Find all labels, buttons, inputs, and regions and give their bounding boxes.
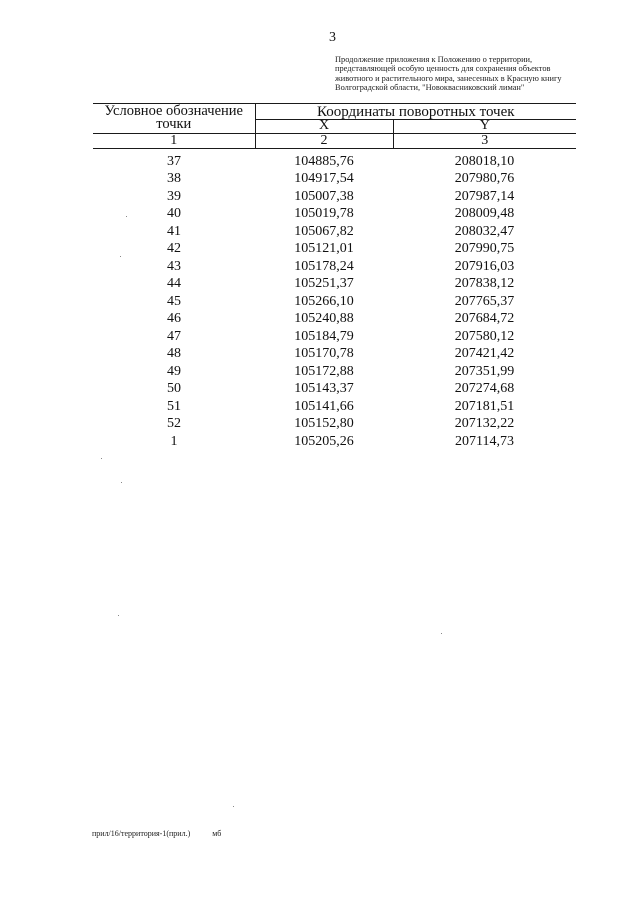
y-coordinate-cell: 207181,51 xyxy=(454,398,515,414)
point-cell: 52 xyxy=(167,416,181,431)
point-label-header-line1: Условное обозначение xyxy=(104,103,243,119)
y-coordinate-cell: 207987,14 xyxy=(454,188,515,204)
y-coordinate-cell: 207684,72 xyxy=(454,311,515,326)
x-coordinate-cell: 105184,79 xyxy=(294,328,354,344)
y-coordinate-cell: 208009,48 xyxy=(454,206,515,221)
table-row xyxy=(93,433,576,451)
x-coordinate-cell: 105152,80 xyxy=(294,416,354,431)
y-column-header: Y xyxy=(393,120,576,134)
y-coordinate-cell: 208018,10 xyxy=(454,153,515,169)
y-coordinate-cell: 208032,47 xyxy=(454,223,515,239)
y-coordinate-cell: 207580,12 xyxy=(454,328,515,344)
x-coordinate-cell: 105007,38 xyxy=(294,188,354,204)
x-column-header: X xyxy=(255,120,393,134)
coordinates-table-header xyxy=(93,104,576,149)
point-cell: 48 xyxy=(167,346,181,361)
footer xyxy=(92,829,221,838)
point-cell: 1 xyxy=(170,433,178,449)
header-note-line: Продолжение приложения к Положению о территории, xyxy=(335,55,533,64)
scan-speck xyxy=(101,458,102,459)
x-coordinate-cell: 105067,82 xyxy=(294,223,354,239)
table-row xyxy=(93,170,576,188)
footer-file-reference: прил/16/территория-1(прил.) xyxy=(92,829,191,838)
point-cell: 40 xyxy=(167,206,181,221)
x-coordinate-cell: 105019,78 xyxy=(294,206,354,221)
table-row xyxy=(93,398,576,416)
y-coordinate-cell: 207351,99 xyxy=(454,363,515,379)
table-row xyxy=(93,188,576,206)
header-note-line: представляющей особую ценность для сохранения объектов xyxy=(335,64,551,74)
point-cell: 49 xyxy=(167,363,181,379)
scan-speck xyxy=(121,482,122,483)
table-row xyxy=(93,223,576,241)
coordinates-table-body xyxy=(93,148,576,450)
y-coordinate-cell: 207132,22 xyxy=(454,416,515,431)
header-note xyxy=(335,55,579,93)
scan-speck xyxy=(233,806,234,807)
x-coordinate-cell: 105251,37 xyxy=(294,276,354,291)
y-coordinate-cell: 207421,42 xyxy=(454,346,515,361)
x-coordinate-cell: 104917,54 xyxy=(294,171,354,186)
point-cell: 47 xyxy=(167,328,181,344)
x-coordinate-cell: 105121,01 xyxy=(294,241,354,256)
point-label-header-line2: точки xyxy=(156,116,192,132)
point-cell: 38 xyxy=(167,171,181,186)
scan-speck xyxy=(118,615,119,616)
y-coordinate-cell: 207274,68 xyxy=(454,381,515,396)
y-coordinate-cell: 207114,73 xyxy=(455,433,514,449)
point-cell: 45 xyxy=(167,293,181,309)
footer-code: мб xyxy=(212,829,222,838)
x-coordinate-cell: 105143,37 xyxy=(294,381,354,396)
header-note-line: животного и растительного мира, занесенных в Красную книгу xyxy=(335,73,562,83)
table-row xyxy=(93,345,576,363)
point-cell: 42 xyxy=(167,241,181,256)
x-coordinate-cell: 105141,66 xyxy=(294,398,354,414)
scan-speck xyxy=(126,216,127,217)
column-number-2: 2 xyxy=(255,133,393,148)
scan-speck xyxy=(120,256,121,257)
coordinates-group-header: Координаты поворотных точек xyxy=(255,104,576,120)
table-row xyxy=(93,275,576,293)
x-coordinate-cell: 104885,76 xyxy=(294,153,354,169)
table-row xyxy=(93,205,576,223)
x-coordinate-cell: 105240,88 xyxy=(294,311,354,326)
y-coordinate-cell: 207838,12 xyxy=(454,276,515,291)
point-label-header xyxy=(93,104,255,134)
column-number-1: 1 xyxy=(93,133,255,148)
point-cell: 41 xyxy=(167,223,181,239)
y-coordinate-cell: 207765,37 xyxy=(454,293,515,309)
y-coordinate-cell: 207990,75 xyxy=(454,241,515,256)
header-note-line: Волгоградской области, "Новокваcниковский лиман" xyxy=(335,83,525,93)
scan-speck xyxy=(441,633,442,634)
x-coordinate-cell: 105178,24 xyxy=(294,258,354,274)
table-row xyxy=(93,363,576,381)
table-row xyxy=(93,310,576,328)
table-row xyxy=(93,380,576,398)
x-coordinate-cell: 105266,10 xyxy=(294,293,354,309)
x-coordinate-cell: 105205,26 xyxy=(294,433,354,449)
x-coordinate-cell: 105170,78 xyxy=(294,346,354,361)
table-row xyxy=(93,328,576,346)
table-row xyxy=(93,293,576,311)
point-cell: 43 xyxy=(167,258,181,274)
point-cell: 37 xyxy=(167,153,181,169)
point-cell: 46 xyxy=(167,311,181,326)
y-coordinate-cell: 207980,76 xyxy=(454,171,515,186)
x-coordinate-cell: 105172,88 xyxy=(294,363,354,379)
table-row xyxy=(93,148,576,170)
point-cell: 44 xyxy=(167,276,181,291)
column-number-3: 3 xyxy=(393,133,576,148)
table-row xyxy=(93,240,576,258)
point-cell: 50 xyxy=(167,381,181,396)
coordinates-table xyxy=(93,103,576,450)
table-row xyxy=(93,258,576,276)
page-number: 3 xyxy=(329,30,336,45)
y-coordinate-cell: 207916,03 xyxy=(454,258,515,274)
table-row xyxy=(93,415,576,433)
point-cell: 39 xyxy=(167,188,181,204)
point-cell: 51 xyxy=(167,398,181,414)
